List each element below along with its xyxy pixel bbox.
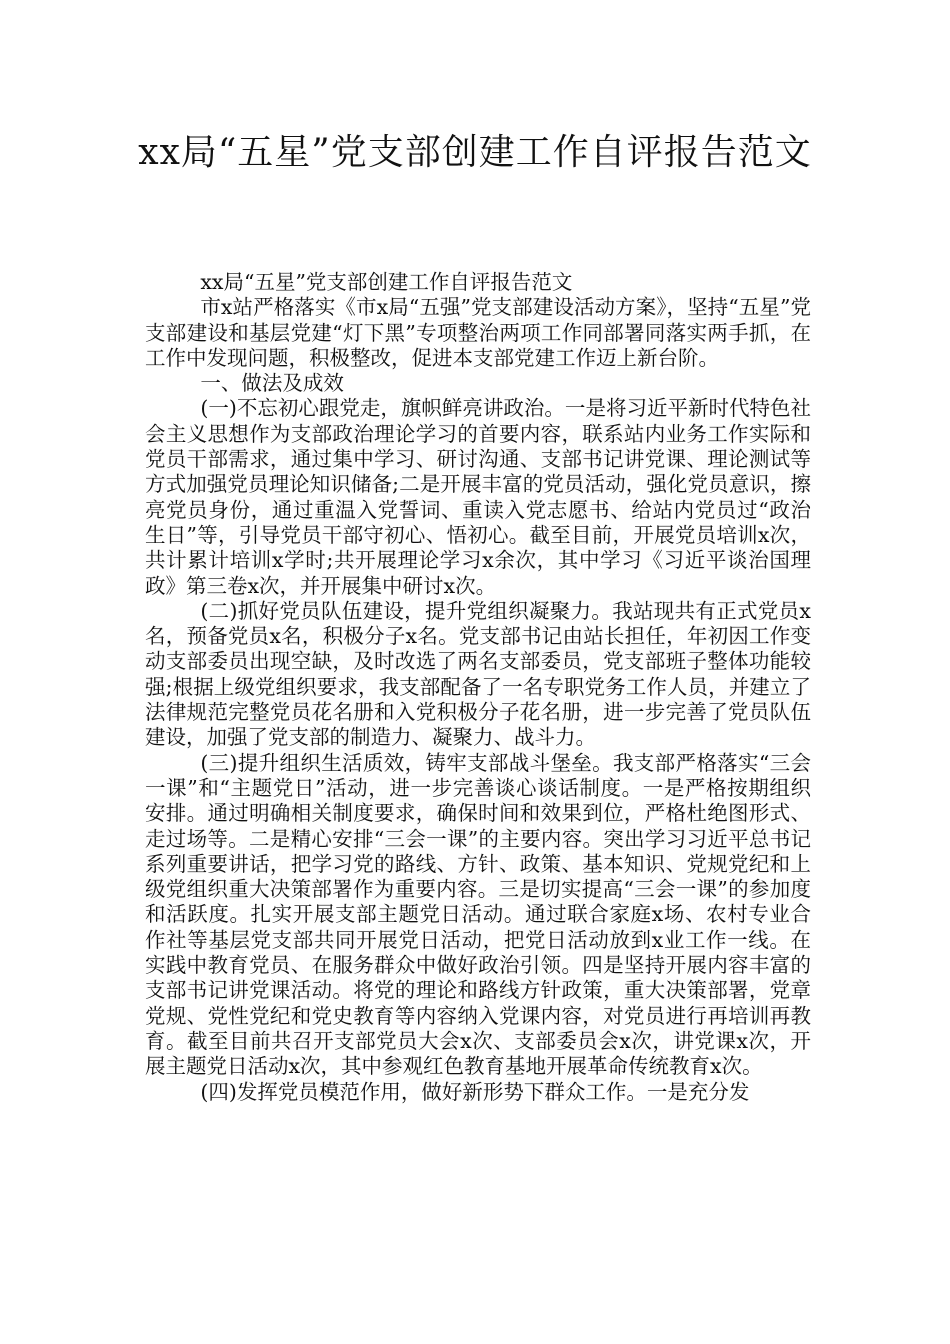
section-heading: 一、做法及成效 xyxy=(200,371,344,396)
paragraph-item-3: (三)提升组织生活质效，铸牢支部战斗堡垒。我支部严格落实“三会一课”和“主题党日”活动，进一步完善谈心谈话制度。一是严格按期组织安排。通过明确相关制度要求，确保时间和效果到位，严格杜绝图形式、走过场等。二是精心安排“三会一课”的主要内容。突出学习习近平总书记系列重要讲话，把学习党的路线、方针、政策、基本知识、党规党纪和上级党组织重大决策部署作为重要内容。三是切实提高“三会一课”的参加度和活跃度。扎实开展支部主题党日活动。通过联合家庭x场、农村专业合作社等基层党支部共同开展党日活动，把党日活动放到x业工作一线。在实践中教育党员、在服务群众中做好政治引领。四是坚持开展内容丰富的支部书记讲党课活动。将党的理论和路线方针政策，重大决策部署，党章党规、党性党纪和党史教育等内容纳入党课内容，对党员进行再培训再教育。截至目前共召开支部党员大会x次、支部委员会x次，讲党课x次，开展主题党日活动x次，其中参观红色教育基地开展革命传统教育x次。 xyxy=(145,750,811,1079)
document-title: xx局“五星”党支部创建工作自评报告范文 xyxy=(138,132,812,173)
paragraph-item-4: (四)发挥党员模范作用，做好新形势下群众工作。一是充分发 xyxy=(200,1079,750,1104)
intro-paragraph: 市x站严格落实《市x局“五强”党支部建设活动方案》，坚持“五星”党支部建设和基层党建“灯下黑”专项整治两项工作同部署同落实两手抓，在工作中发现问题，积极整改，促进本支部党建工作迈上新台阶。 xyxy=(145,295,811,370)
paragraph-item-2: (二)抓好党员队伍建设，提升党组织凝聚力。我站现共有正式党员x名，预备党员x名，积极分子x名。党支部书记由站长担任，年初因工作变动支部委员出现空缺，及时改选了两名支部委员，党支部班子整体功能较强;根据上级党组织要求，我支部配备了一名专职党务工作人员，并建立了法律规范完整党员花名册和入党积极分子花名册，进一步完善了党员队伍建设，加强了党支部的制造力、凝聚力、战斗力。 xyxy=(145,598,811,750)
document-body xyxy=(145,270,811,1105)
body-heading-line: xx局“五星”党支部创建工作自评报告范文 xyxy=(200,270,573,294)
paragraph-item-1: (一)不忘初心跟党走，旗帜鲜亮讲政治。一是将习近平新时代特色社会主义思想作为支部政治理论学习的首要内容，联系站内业务工作实际和党员干部需求，通过集中学习、研讨沟通、支部书记讲党课、理论测试等方式加强党员理论知识储备;二是开展丰富的党员活动，强化党员意识，擦亮党员身份，通过重温入党誓词、重读入党志愿书、给站内党员过“政治生日”等，引导党员干部守初心、悟初心。截至目前，开展党员培训x次，共计累计培训x学时;共开展理论学习x余次，其中学习《习近平谈治国理政》第三卷x次，并开展集中研讨x次。 xyxy=(145,396,811,598)
